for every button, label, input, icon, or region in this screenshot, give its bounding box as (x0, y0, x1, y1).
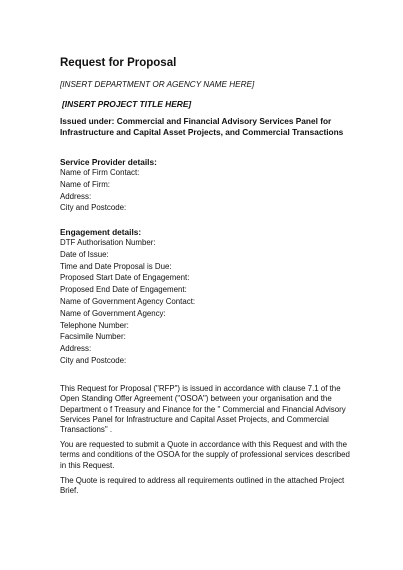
service-provider-heading: Service Provider details: (60, 157, 157, 167)
field-firm-contact: Name of Firm Contact: (60, 168, 140, 177)
field-agency-name: Name of Government Agency: (60, 308, 166, 318)
field-dtf-authorisation: DTF Authorisation Number: (60, 238, 156, 247)
field-telephone: Telephone Number: (60, 320, 129, 330)
field-address: Address: (60, 191, 92, 201)
department-placeholder: [INSERT DEPARTMENT OR AGENCY NAME HERE] (60, 80, 255, 89)
field-agency-contact: Name of Government Agency Contact: (60, 296, 196, 306)
field-facsimile: Facsimile Number: (60, 332, 126, 342)
field-proposal-due: Time and Date Proposal is Due: (60, 261, 172, 271)
quote-request-paragraph: You are requested to submit a Quote in accordance with this Request and with the terms and conditions of the OSOA for the supply of professional services described in this Request. (60, 440, 350, 470)
field-agency-address: Address: (60, 344, 92, 354)
service-provider-fields (60, 167, 139, 214)
field-firm-name: Name of Firm: (60, 179, 110, 189)
field-agency-city-postcode: City and Postcode: (60, 355, 127, 365)
engagement-heading: Engagement details: (60, 227, 142, 237)
engagement-fields (60, 237, 195, 367)
field-city-postcode: City and Postcode: (60, 203, 127, 213)
quote-requirements-paragraph: The Quote is required to address all requirements outlined in the attached Project Brief. (60, 476, 345, 496)
field-start-date: Proposed Start Date of Engagement: (60, 273, 190, 283)
project-title-placeholder: [INSERT PROJECT TITLE HERE] (62, 99, 192, 109)
rfp-intro-paragraph: This Request for Proposal ("RFP") is issued in accordance with clause 7.1 of the Open Standing Offer Agreement ("OSOA") between your organisation and the Department o f Treasury and Finance for the " Commercial and Financial Advisory Services Panel for Infrastructure and Capital Asset Projects, and Commercial Transactions" . (60, 384, 346, 435)
field-date-of-issue: Date of Issue: (60, 249, 109, 259)
field-end-date: Proposed End Date of Engagement: (60, 285, 187, 295)
document-title: Request for Proposal (60, 57, 177, 69)
issued-under-statement: Issued under: Commercial and Financial Advisory Services Panel for Infrastructure and Capital Asset Projects, and Commercial Transactions (60, 116, 344, 137)
